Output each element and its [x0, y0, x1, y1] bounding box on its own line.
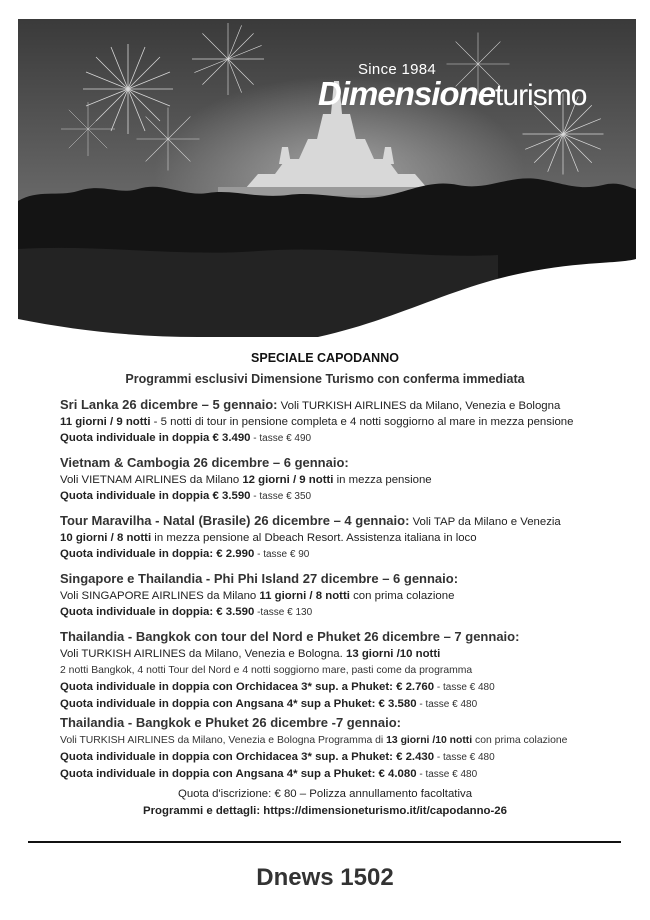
offer-details: in mezza pensione al Dbeach Resort. Assistenza italiana in loco: [151, 532, 477, 544]
offer-airline: Voli TURKISH AIRLINES da Milano, Venezia e Bologna: [277, 400, 561, 412]
offer-quote: Quota individuale in doppia con Orchidacea 3* sup. a Phuket: € 2.760: [60, 681, 435, 693]
offer-tax: -tasse € 130: [254, 607, 313, 618]
brand-logo: [318, 75, 586, 113]
offer-airline: Voli TURKISH AIRLINES da Milano, Venezia e Bologna Programma di: [60, 735, 387, 746]
offer-quote: Quota individuale in doppia: € 2.990: [60, 548, 255, 560]
offer-duration: 13 giorni /10 notti: [345, 648, 441, 660]
offer-vietnam: [60, 455, 600, 505]
offer-airline: Voli VIETNAM AIRLINES da Milano: [60, 474, 243, 486]
divider: [28, 841, 621, 843]
offer-duration: 11 giorni / 8 notti: [259, 590, 350, 602]
offer-duration: 10 giorni / 8 notti: [60, 532, 152, 544]
offer-tax: - tasse € 480: [416, 769, 478, 780]
offer-tax: - tasse € 480: [416, 699, 478, 710]
details-label: Programmi e dettagli:: [143, 805, 261, 817]
issue-number: Dnews 1502: [256, 864, 394, 891]
offer-sri-lanka: [60, 397, 600, 447]
offer-title: Tour Maravilha - Natal (Brasile) 26 dicembre – 4 gennaio:: [60, 513, 410, 528]
offer-title: Vietnam & Cambogia 26 dicembre – 6 gennaio:: [60, 455, 349, 470]
hero-photo: [18, 19, 636, 337]
registration-fee: Quota d'iscrizione: € 80 – Polizza annullamento facoltativa: [177, 788, 473, 800]
offer-tax: - tasse € 480: [434, 752, 495, 763]
offer-tax: - tasse € 350: [250, 491, 312, 502]
offer-thailandia-phuket: [60, 715, 600, 783]
offer-tax: - tasse € 90: [254, 549, 310, 560]
offer-quote: Quota individuale in doppia: € 3.590: [60, 606, 255, 618]
offer-title: Sri Lanka 26 dicembre – 5 gennaio:: [60, 397, 278, 412]
offer-singapore: [60, 571, 600, 621]
offer-title: Thailandia - Bangkok con tour del Nord e Phuket 26 dicembre – 7 gennaio:: [60, 629, 520, 644]
offer-airline: Voli SINGAPORE AIRLINES da Milano: [60, 590, 260, 602]
offer-details: con prima colazione: [472, 735, 568, 746]
brand-name-light: turismo: [495, 79, 587, 112]
offer-title: Thailandia - Bangkok e Phuket 26 dicembre -7 gennaio:: [60, 715, 401, 730]
brand-name-bold: Dimensione: [318, 75, 496, 112]
offer-airline: Voli TURKISH AIRLINES da Milano, Venezia e Bologna.: [60, 648, 346, 660]
offer-quote: Quota individuale in doppia € 3.490: [60, 432, 251, 444]
offer-duration: 11 giorni / 9 notti: [60, 416, 151, 428]
offer-airline: Voli TAP da Milano e Venezia: [409, 516, 561, 528]
brand-since: Since 1984: [358, 61, 437, 78]
offer-details: in mezza pensione: [333, 474, 432, 486]
offer-details: 2 notti Bangkok, 4 notti Tour del Nord e 4 notti soggiorno mare, pasti come da programma: [60, 665, 473, 676]
offer-quote: Quota individuale in doppia con Orchidacea 3* sup. a Phuket: € 2.430: [60, 751, 435, 763]
offer-title: Singapore e Thailandia - Phi Phi Island 27 dicembre – 6 gennaio:: [60, 571, 459, 586]
offer-quote: Quota individuale in doppia con Angsana 4* sup a Phuket: € 3.580: [60, 698, 417, 710]
offer-quote: Quota individuale in doppia con Angsana 4* sup a Phuket: € 4.080: [60, 768, 417, 780]
page-subtitle: Programmi esclusivi Dimensione Turismo con conferma immediata: [125, 372, 525, 386]
program-link[interactable]: https://dimensioneturismo.it/it/capodanno-26: [263, 805, 507, 817]
offer-duration: 12 giorni / 9 notti: [242, 474, 334, 486]
details-line: [0, 805, 650, 817]
offer-tax: - tasse € 480: [434, 682, 495, 693]
offer-quote: Quota individuale in doppia € 3.590: [60, 490, 251, 502]
offer-tax: - tasse € 490: [250, 433, 312, 444]
offer-brasile: [60, 513, 600, 563]
offer-duration: 13 giorni /10 notti: [386, 735, 473, 746]
offer-details: con prima colazione: [349, 590, 455, 602]
hero-banner: [18, 19, 636, 337]
offer-details: - 5 notti di tour in pensione completa e 4 notti soggiorno al mare in mezza pensione: [150, 416, 574, 428]
offer-thailandia-nord: [60, 629, 600, 713]
page-title: SPECIALE CAPODANNO: [251, 351, 399, 365]
